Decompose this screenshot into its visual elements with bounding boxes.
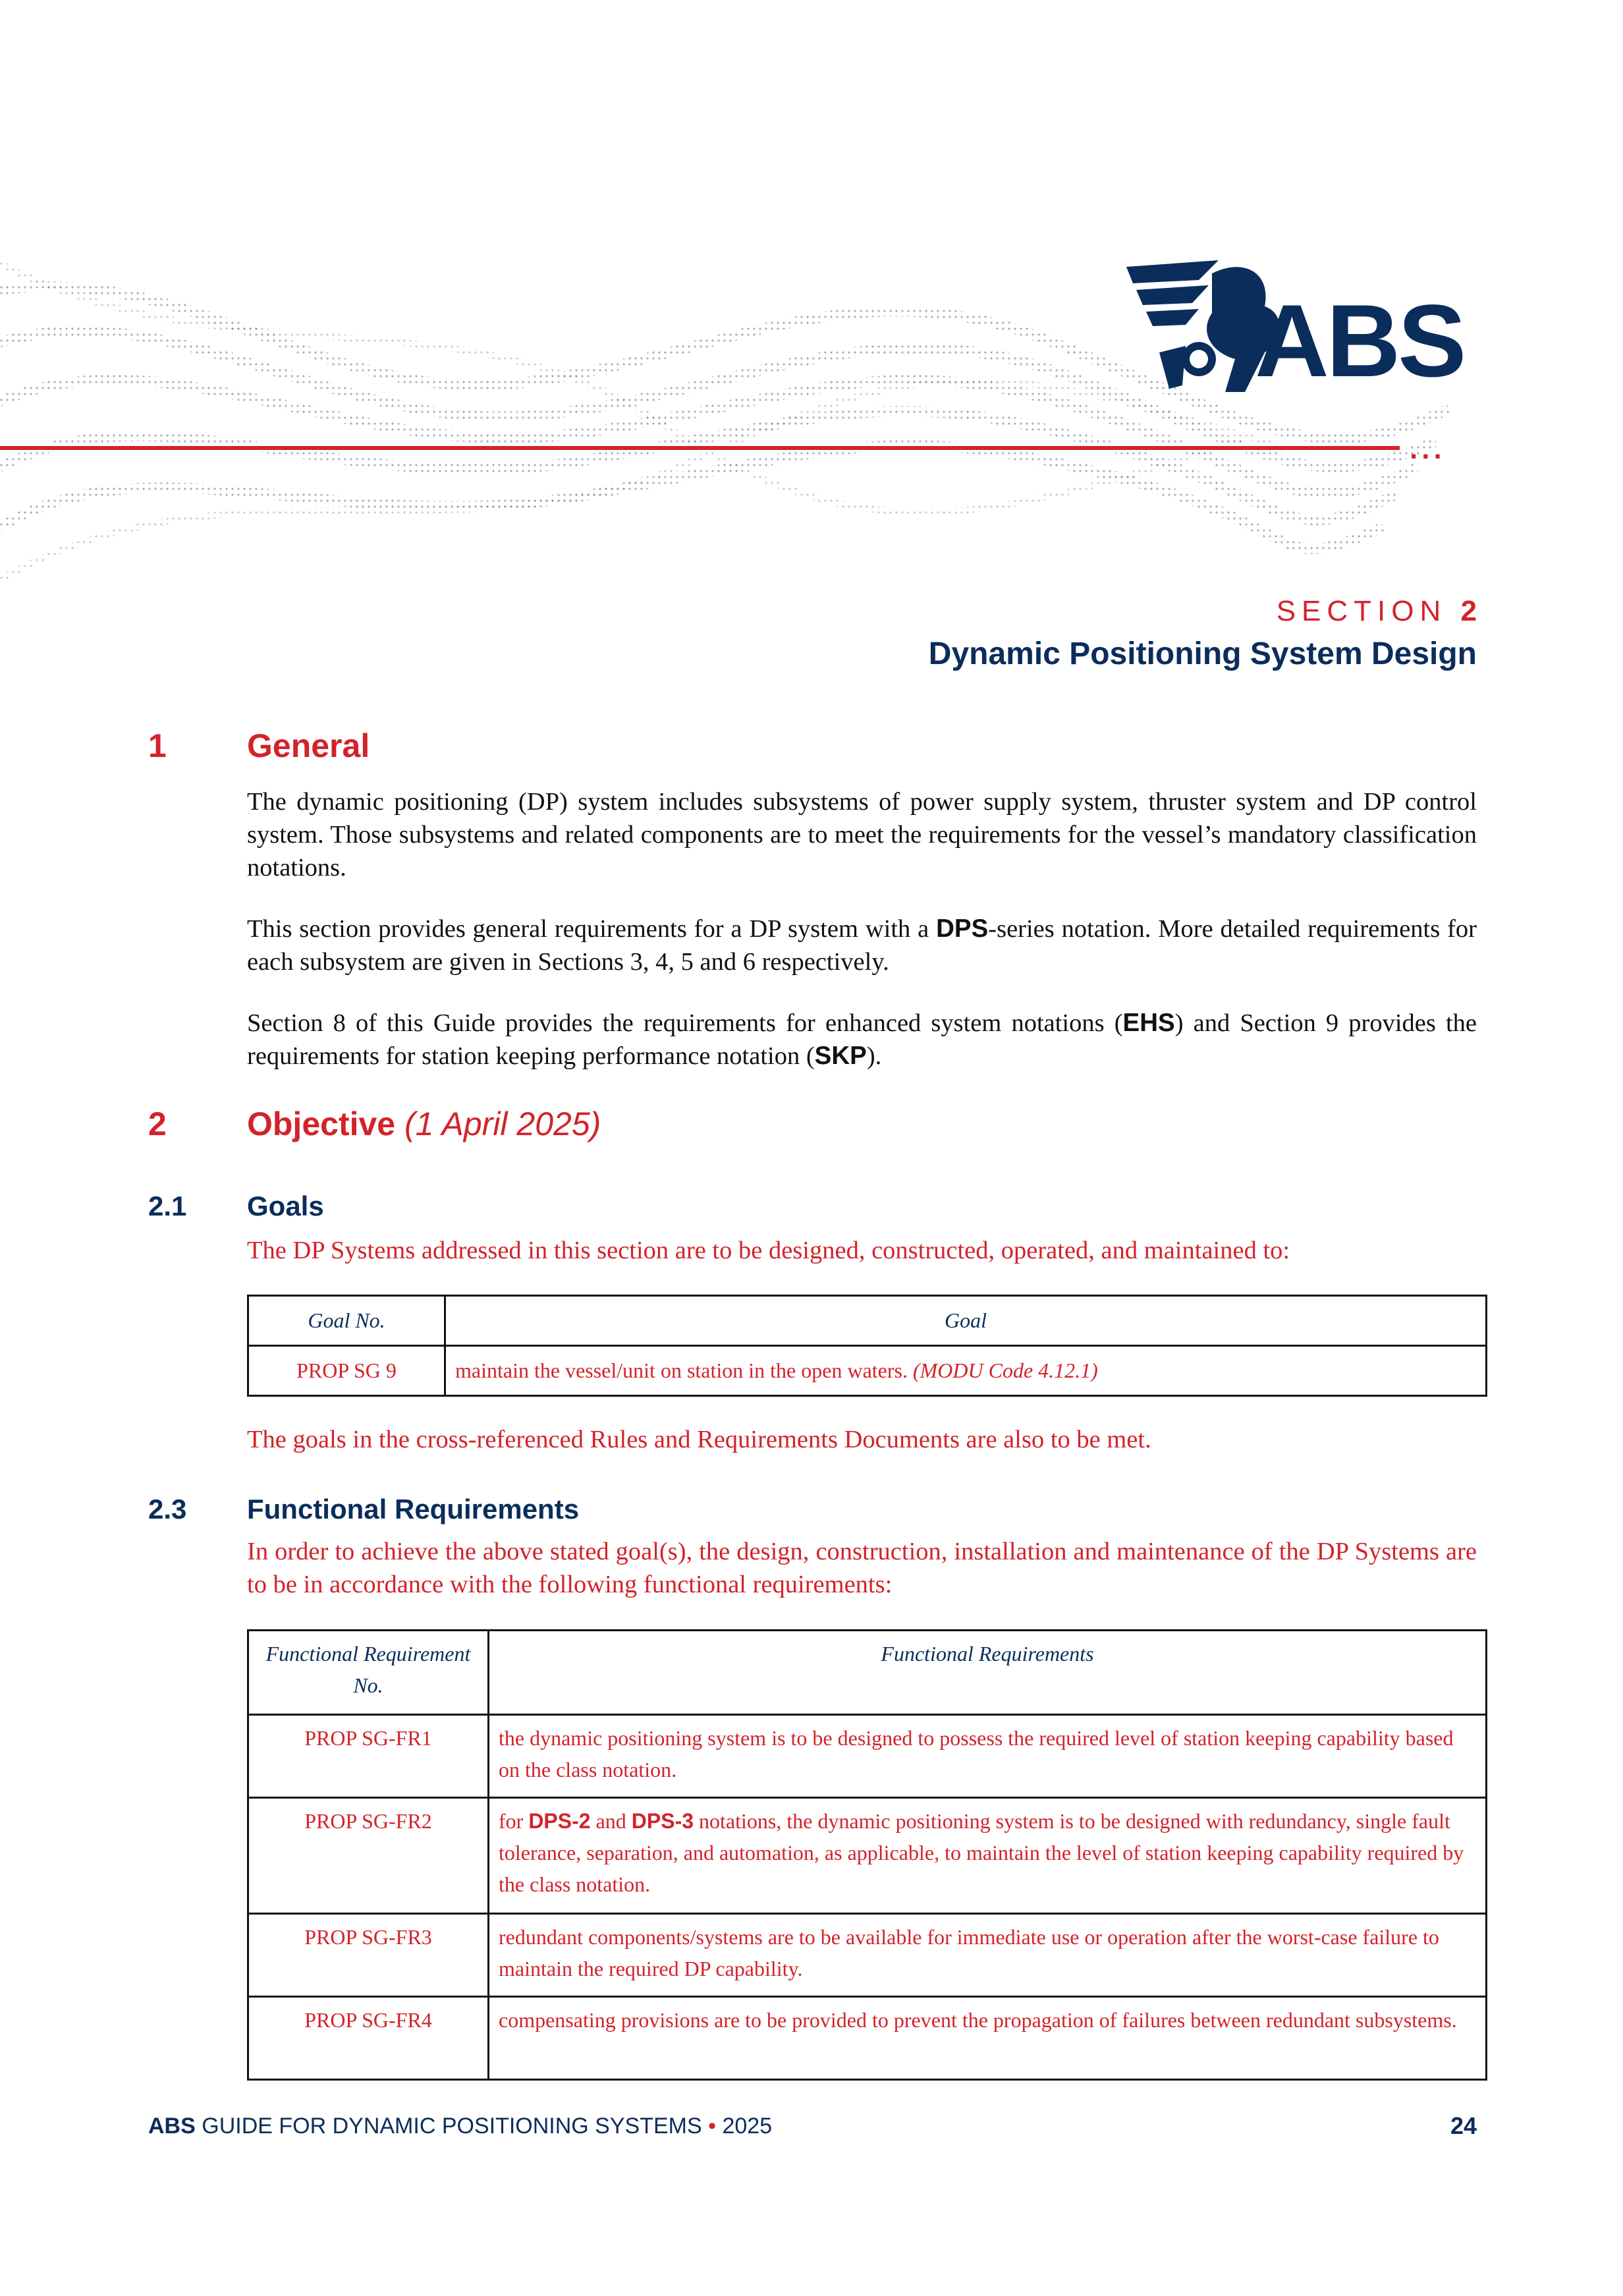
fr-col-header-no: Functional Requirement No. [248,1631,489,1715]
heading-2-3-title: Functional Requirements [247,1494,580,1525]
general-paragraph-1: The dynamic positioning (DP) system includes subsystems of power supply system, thruster system and DP control system. Those subsystems and related components are to meet the requirements for the vessel’s mandatory classification notations. [247,788,1477,882]
general-paragraph-2: This section provides general requirements for a DP system with a DPS-series notation. More detailed requirements for each subsystem are given in Sections 3, 4, 5 and 6 respectively. [247,914,1477,976]
section-title: Dynamic Positioning System Design [928,636,1477,671]
heading-2-3-number: 2.3 [148,1494,187,1525]
goals-after: The goals in the cross-referenced Rules and Requirements Documents are also to be met. [247,1426,1151,1453]
heading-2-1-number: 2.1 [148,1190,187,1221]
fr-intro: In order to achieve the above stated goal(s), the design, construction, installation and maintenance of the DP Systems are to be in accordance with the following functional requirements: [247,1538,1477,1598]
section-label: SECTION 2 [1276,595,1477,627]
goals-col-header-no: Goal No. [248,1296,445,1346]
fr-text-cell: for DPS-2 and DPS-3 notations, the dynamic positioning system is to be designed with redundancy, single fault tolerance, separation, and automation, as applicable, to maintain the level of station keeping capability required by the class notation. [489,1798,1487,1914]
goals-intro: The DP Systems addressed in this section are to be designed, constructed, operated, and maintained to: [247,1237,1290,1264]
table-row [248,1346,1487,1396]
fr-no-cell: PROP SG-FR2 [248,1798,489,1914]
goals-table [247,1295,1487,1397]
heading-1-title: General [247,727,370,764]
fr-no-cell: PROP SG-FR1 [248,1715,489,1798]
abs-logo-text: ABS [1255,284,1464,399]
heading-2-1-title: Goals [247,1190,324,1221]
fr-no-cell: PROP SG-FR3 [248,1914,489,1997]
fr-no-cell: PROP SG-FR4 [248,1997,489,2080]
fr-col-header-text: Functional Requirements [489,1631,1487,1715]
header-red-rule [0,446,1400,450]
table-row [248,1997,1487,2080]
goals-col-header-goal: Goal [445,1296,1487,1346]
footer-page-number: 24 [1450,2112,1477,2139]
goal-reference: (MODU Code 4.12.1) [912,1358,1098,1382]
table-row [248,1798,1487,1914]
table-row [248,1914,1487,1997]
footer-guide-title: ABS GUIDE FOR DYNAMIC POSITIONING SYSTEMS • 2025 [148,2114,773,2139]
fr-text-cell: the dynamic positioning system is to be designed to possess the required level of station keeping capability based on the class notation. [489,1715,1487,1798]
goal-text-cell: maintain the vessel/unit on station in the open waters. (MODU Code 4.12.1) [445,1346,1487,1396]
functional-requirements-table [247,1629,1487,2081]
header-red-dots: ... [1410,433,1446,465]
heading-2-title: Objective (1 April 2025) [247,1106,601,1142]
section-number: 2 [1460,595,1477,627]
goal-no-cell: PROP SG 9 [248,1346,445,1396]
heading-2-number: 2 [148,1106,167,1142]
table-row [248,1715,1487,1798]
heading-1-number: 1 [148,727,167,764]
fr-text-cell: redundant components/systems are to be available for immediate use or operation after the worst-case failure to maintain the required DP capability. [489,1914,1487,1997]
heading-2-date: (1 April 2025) [404,1106,601,1142]
fr-text-cell: compensating provisions are to be provided to prevent the propagation of failures between redundant subsystems. [489,1997,1487,2080]
general-paragraph-3: Section 8 of this Guide provides the requirements for enhanced system notations (EHS) and Section 9 provides the requirements for station keeping performance notation (SKP). [247,1009,1477,1070]
